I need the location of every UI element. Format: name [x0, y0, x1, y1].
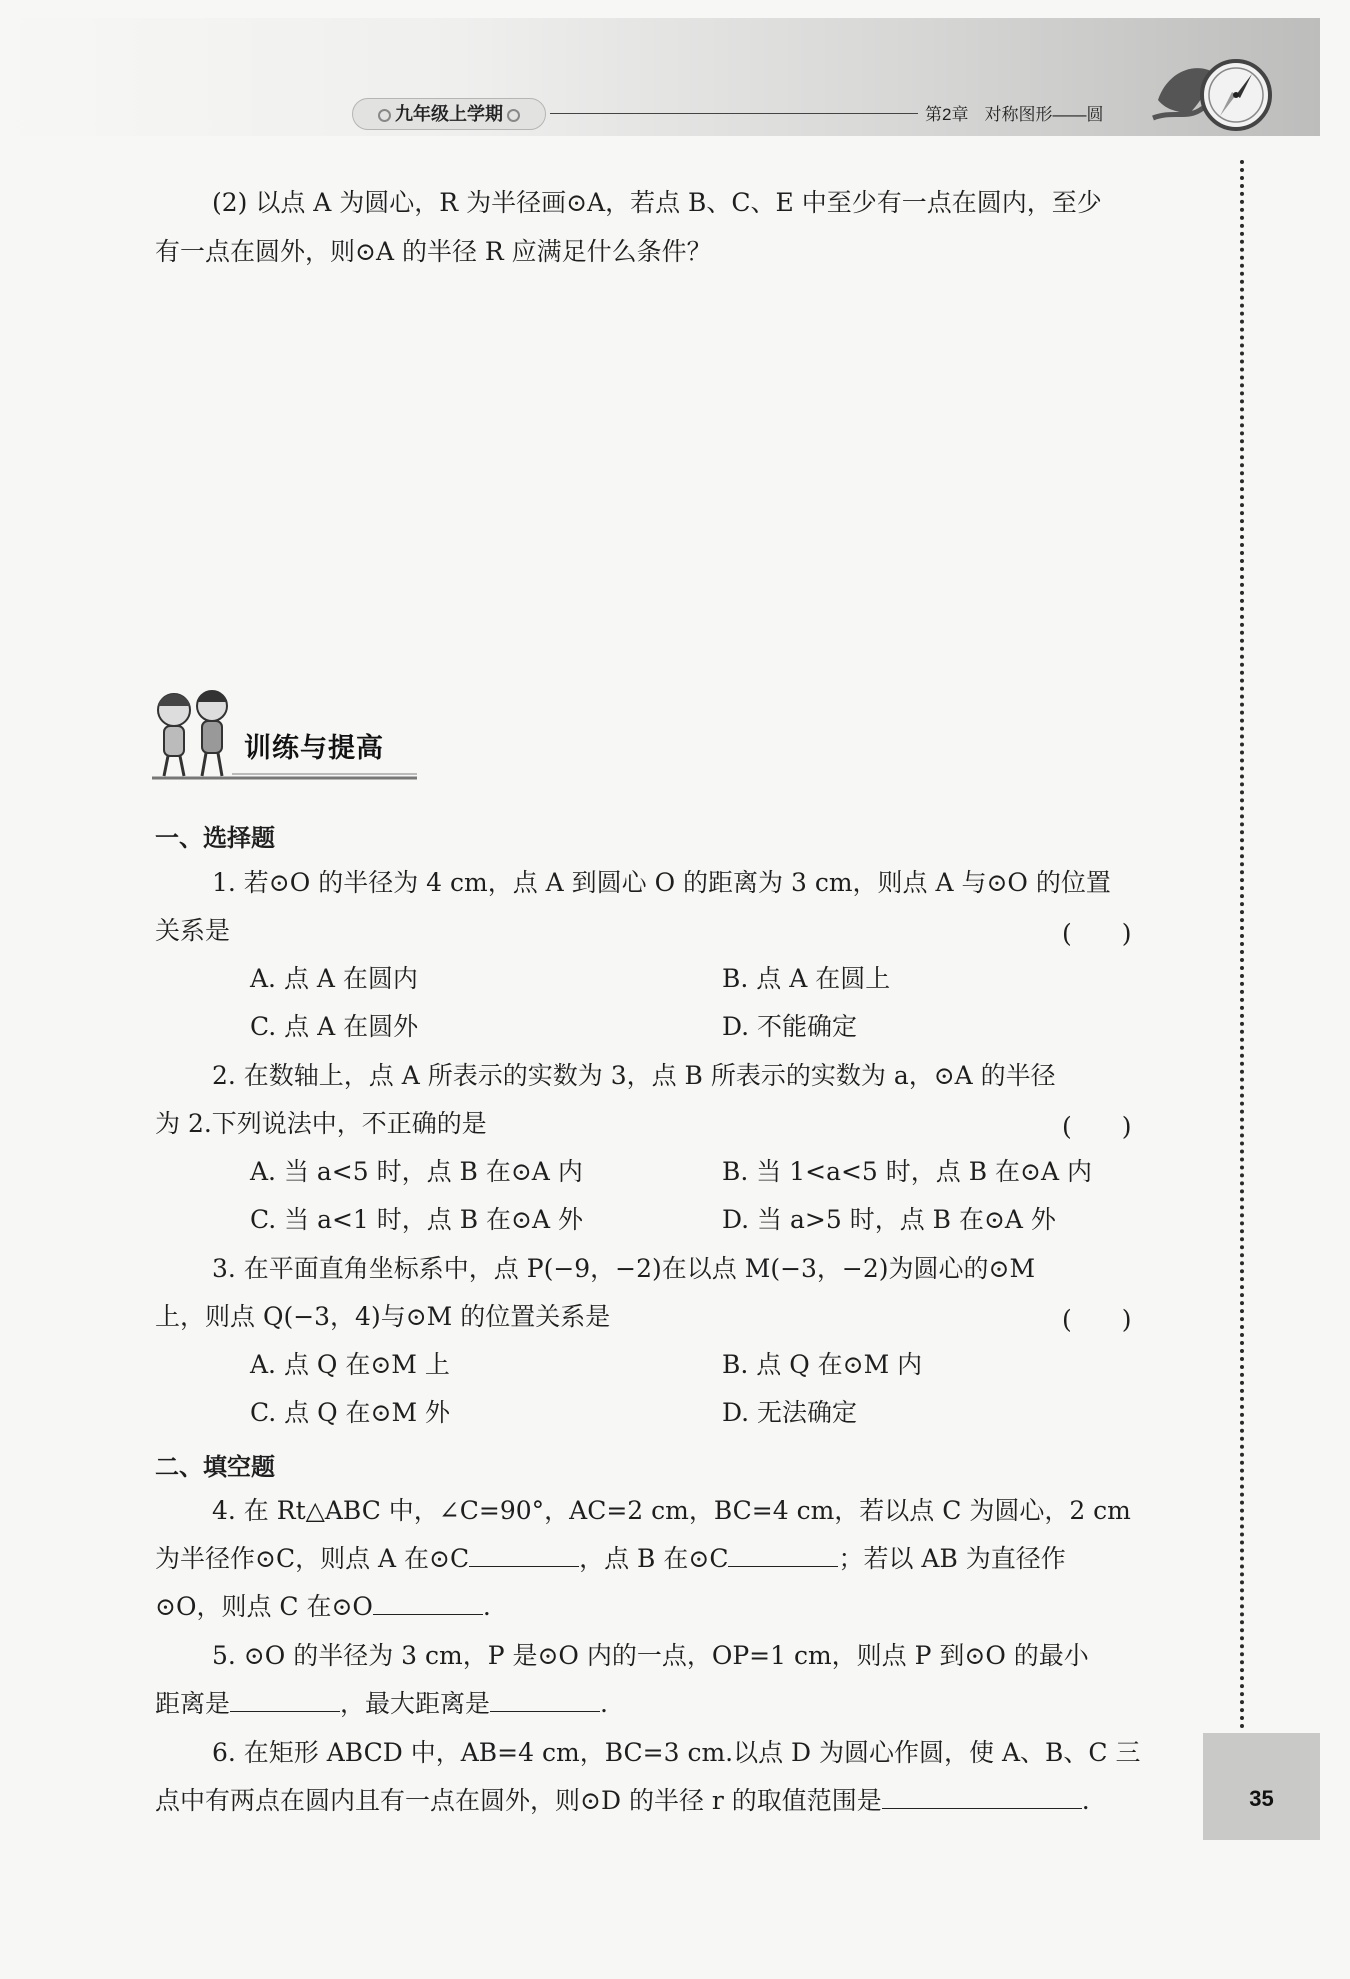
q4-stem-line2 — [155, 1542, 1066, 1576]
q2-answer-paren: ( ) — [1062, 1112, 1132, 1141]
q4-stem-line3 — [155, 1590, 491, 1624]
q5-text-c: . — [600, 1689, 608, 1718]
q6-text-b: . — [1081, 1786, 1090, 1815]
q5-stem-line2 — [155, 1687, 608, 1721]
q1-stem-line1: 1. 若⊙O 的半径为 4 cm，点 A 到圆心 O 的距离为 3 cm，则点 A 与⊙O 的位置 — [212, 868, 1111, 897]
q2-option-a: A. 当 a<5 时，点 B 在⊙A 内 — [250, 1157, 583, 1186]
q4-text-c: ；若以 AB 为直径作 — [838, 1544, 1066, 1573]
chapter-number: 第2章 — [925, 105, 969, 124]
q1-stem-line2: 关系是 — [155, 916, 231, 945]
grade-text: 九年级上学期 — [395, 104, 503, 124]
q1-answer-paren: ( ) — [1062, 919, 1132, 948]
q4-text-e: . — [482, 1592, 491, 1621]
grade-label — [352, 98, 546, 130]
dotted-margin-rule — [1240, 160, 1244, 1730]
q5-blank-1[interactable] — [230, 1687, 340, 1712]
page-header-band — [0, 18, 1320, 136]
q5-text-a: 距离是 — [155, 1689, 231, 1718]
q4-stem-line1: 4. 在 Rt△ABC 中，∠C=90°，AC=2 cm，BC=4 cm，若以点 C 为圆心，2 cm — [212, 1496, 1131, 1525]
q6-stem-line1: 6. 在矩形 ABCD 中，AB=4 cm，BC=3 cm.以点 D 为圆心作圆，使 A、B、C 三 — [212, 1738, 1141, 1767]
section-heading-choice: 一、选择题 — [155, 824, 275, 852]
q4-blank-2[interactable] — [728, 1542, 838, 1567]
q2-option-c: C. 当 a<1 时，点 B 在⊙A 外 — [250, 1205, 583, 1234]
q1-option-b: B. 点 A 在圆上 — [722, 964, 891, 993]
chapter-title: 对称图形——圆 — [984, 105, 1104, 124]
dot-icon — [378, 109, 391, 122]
q4-text-a: 为半径作⊙C，则点 A 在⊙C — [155, 1544, 470, 1573]
dot-icon — [507, 109, 520, 122]
q5-text-b: ，最大距离是 — [340, 1689, 491, 1718]
q2-option-d: D. 当 a>5 时，点 B 在⊙A 外 — [722, 1205, 1056, 1234]
q4-text-b: ，点 B 在⊙C — [579, 1544, 729, 1573]
q4-blank-1[interactable] — [469, 1542, 579, 1567]
q3-stem-line1: 3. 在平面直角坐标系中，点 P(−9，−2)在以点 M(−3，−2)为圆心的⊙M — [212, 1254, 1036, 1283]
q1-option-a: A. 点 A 在圆内 — [250, 964, 418, 993]
q2-stem-line1: 2. 在数轴上，点 A 所表示的实数为 3，点 B 所表示的实数为 a，⊙A 的半径 — [212, 1061, 1056, 1090]
q3-option-a: A. 点 Q 在⊙M 上 — [250, 1350, 450, 1379]
section-heading-fill: 二、填空题 — [155, 1453, 275, 1481]
q3-stem-line2: 上，则点 Q(−3，4)与⊙M 的位置关系是 — [155, 1302, 611, 1331]
q6-stem-line2 — [155, 1784, 1090, 1818]
part2-line2: 有一点在圆外，则⊙A 的半径 R 应满足什么条件？ — [155, 237, 712, 266]
q1-option-d: D. 不能确定 — [722, 1012, 858, 1041]
q6-blank-1[interactable] — [882, 1784, 1082, 1809]
q6-text-a: 点中有两点在圆内且有一点在圆外，则⊙D 的半径 r 的取值范围是 — [155, 1786, 882, 1815]
q2-option-b: B. 当 1<a<5 时，点 B 在⊙A 内 — [722, 1157, 1092, 1186]
q3-option-d: D. 无法确定 — [722, 1398, 858, 1427]
q3-option-b: B. 点 Q 在⊙M 内 — [722, 1350, 923, 1379]
chapter-label — [925, 100, 1103, 125]
compass-runner-icon — [1148, 40, 1278, 140]
part2-line1: (2) 以点 A 为圆心，R 为半径画⊙A，若点 B、C、E 中至少有一点在圆内，至少 — [212, 188, 1102, 217]
q3-option-c: C. 点 Q 在⊙M 外 — [250, 1398, 451, 1427]
q1-option-c: C. 点 A 在圆外 — [250, 1012, 419, 1041]
header-rule — [550, 113, 918, 114]
section-banner-title: 训练与提高 — [244, 733, 384, 764]
q4-blank-3[interactable] — [373, 1590, 483, 1615]
q2-stem-line2: 为 2.下列说法中，不正确的是 — [155, 1109, 487, 1138]
q3-answer-paren: ( ) — [1062, 1305, 1132, 1334]
q5-blank-2[interactable] — [490, 1687, 600, 1712]
q4-text-d: ⊙O，则点 C 在⊙O — [155, 1592, 373, 1621]
q5-stem-line1: 5. ⊙O 的半径为 3 cm，P 是⊙O 内的一点，OP=1 cm，则点 P 到⊙O 的最小 — [212, 1641, 1089, 1670]
page-number: 35 — [1203, 1733, 1320, 1840]
